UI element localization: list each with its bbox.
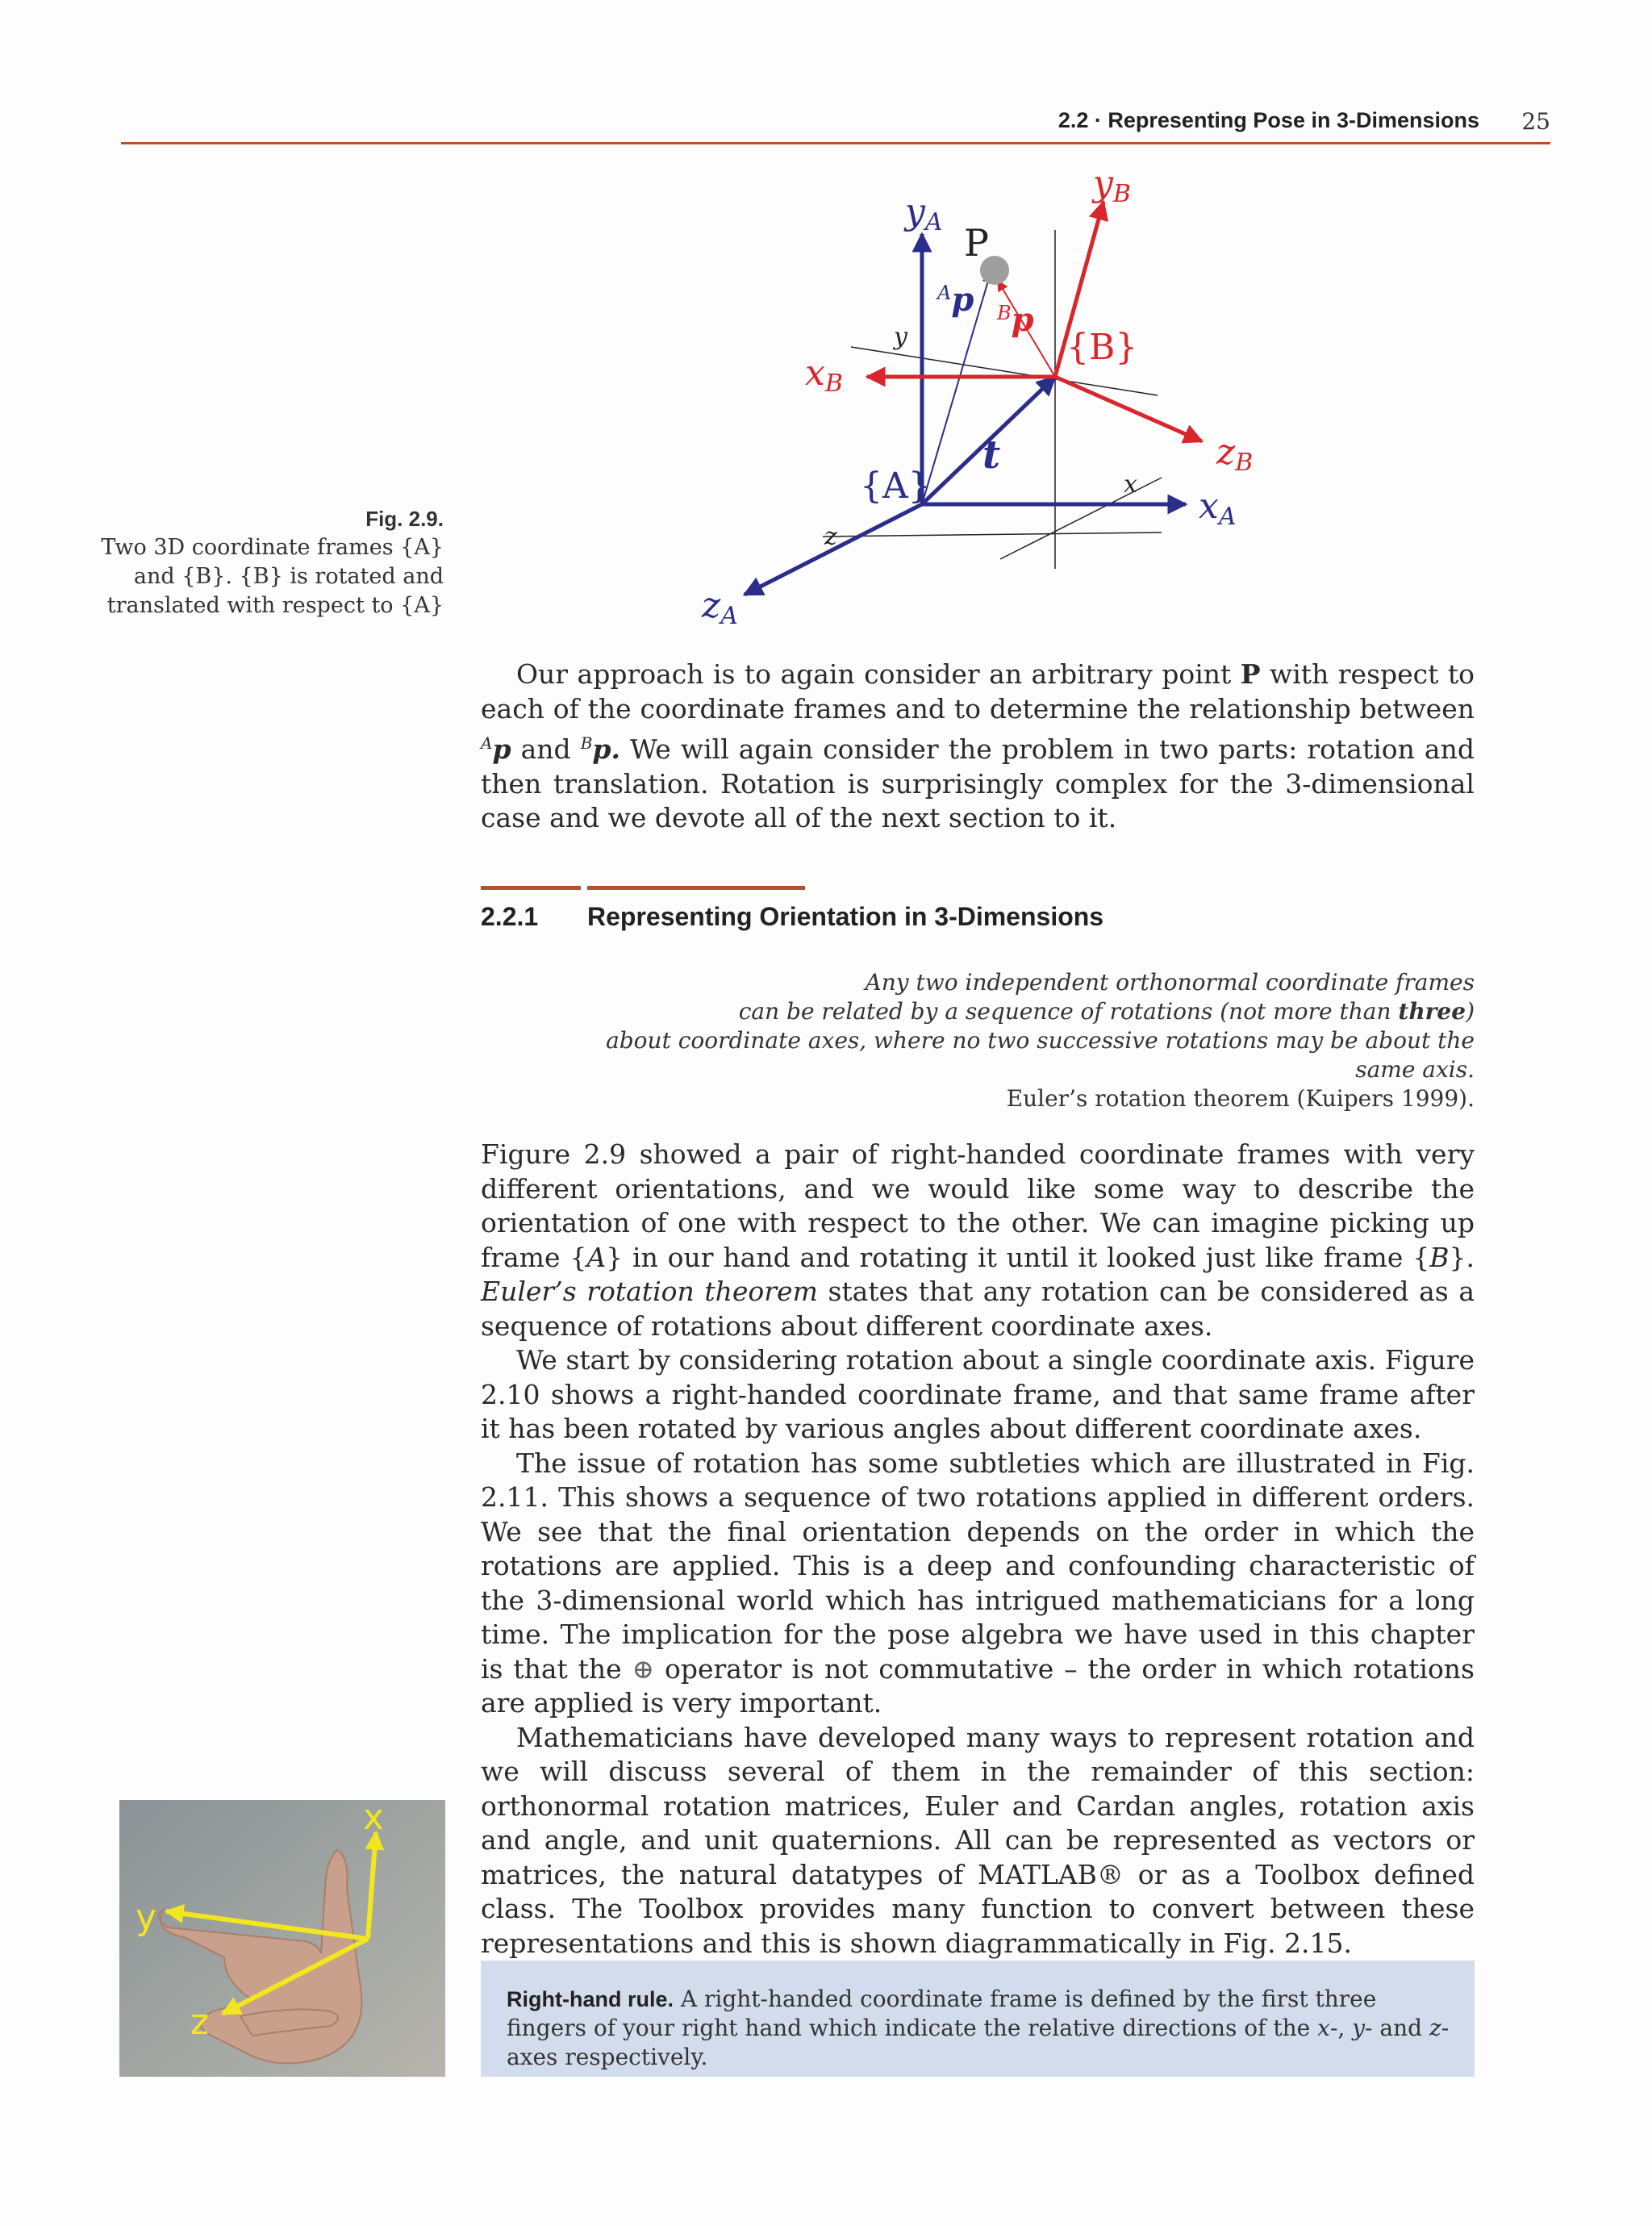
paragraph: The issue of rotation has some subtleties which are illustrated in Fig. 2.11. This shows a sequence of two rotations applied in different orders. We see that the final orientation depends on the order in which the rotations are applied. This is a deep and confounding characteristic of the 3-dimensional world which has intrigued mathematicians for a long time. The implication for the pose algebra we have used in this chapter is that the ⊕ operator is not commutative – the order in which rotations are applied is very important. <box>481 1447 1475 1719</box>
label-proj-y: y <box>894 323 907 351</box>
label-frame-a: {A} <box>860 466 931 507</box>
coordinate-frames-diagram <box>678 165 1291 641</box>
section-number: 2.2.1 <box>481 902 539 931</box>
main-text <box>481 1138 1475 1961</box>
label-z-a: zA <box>702 585 738 630</box>
epigraph-attribution: Euler’s rotation theorem (Kuipers 1999). <box>1006 1085 1475 1112</box>
intro-paragraph: Our approach is to again consider an arbitrary point P with respect to each of the coordinate frames and to determine the relationship between $^A$p and $^B$p. We will again consider the problem in two parts: rotation and then translation. Rotation is surprisingly complex for the 3-dimensional case and we devote all of the next section to it. <box>481 658 1475 833</box>
label-z-b: zB <box>1216 432 1254 477</box>
construction-line <box>823 532 1162 537</box>
right-hand-rule-label: Right-hand rule. <box>507 1987 674 2011</box>
right-hand-rule-box <box>481 1961 1475 2077</box>
header-rule <box>121 142 1550 144</box>
label-y-a: yA <box>905 191 943 236</box>
caption-line: and {B}. {B} is rotated and <box>133 564 444 589</box>
running-header <box>121 105 1550 145</box>
label-x-a: xA <box>1199 486 1237 531</box>
z-b-axis <box>1055 377 1202 441</box>
caption-line: Two 3D coordinate frames {A} <box>101 535 444 560</box>
label-b-p: $^B$p <box>997 301 1034 339</box>
label-proj-x: x <box>1124 470 1137 499</box>
epigraph-line: can be related by a sequence of rotations (not more than three) <box>738 998 1475 1025</box>
epigraph-line: about coordinate axes, where no two successive rotations may be about the same axis. <box>606 1027 1475 1083</box>
hand-label-x: x <box>363 1800 385 1838</box>
caption-line: translated with respect to {A} <box>106 593 444 618</box>
epigraph-line: Any two independent orthonormal coordinate frames <box>865 969 1475 996</box>
hand-label-z: z <box>190 2002 210 2043</box>
label-frame-b: {B} <box>1066 327 1138 368</box>
figure-2-9-caption <box>97 504 444 620</box>
label-proj-z: z <box>824 523 837 551</box>
label-x-b: xB <box>805 353 843 398</box>
paragraph: Figure 2.9 showed a pair of right-handed coordinate frames with very different orientations, and we would like some way to describe the orientation of one with respect to the other. We can imagine picking up frame {A} in our hand and rotating it until it looked just like frame {B}. Euler’s rotation theorem states that any rotation can be considered as a sequence of rotations about different coordinate axes. <box>481 1138 1475 1342</box>
label-point-p: P <box>964 221 989 265</box>
paragraph: Mathematicians have developed many ways to represent rotation and we will discuss several of them in the remainder of this section: orthonormal rotation matrices, Euler and Cardan angles, rotation axis and angle, and unit quaternions. All can be represented as vectors or matrices, the natural datatypes of MATLAB® or as a Toolbox defined class. The Toolbox provides many function to convert between these representations and this is shown diagrammatically in Fig. 2.15. <box>481 1721 1475 1959</box>
header-section-title: 2.2 · Representing Pose in 3-Dimensions <box>1058 108 1479 132</box>
construction-line <box>1000 478 1162 559</box>
hand-label-y: y <box>136 1897 157 1938</box>
label-y-b: yB <box>1093 165 1131 208</box>
figure-2-9-label: Fig. 2.9. <box>365 507 444 531</box>
page-number: 25 <box>1521 108 1550 135</box>
paragraph: We start by considering rotation about a single coordinate axis. Figure 2.10 shows a right-handed coordinate frame, and that same frame after it has been rotated by various angles about different coordinate axes. <box>481 1344 1475 1444</box>
right-hand-rule-text: Right-hand rule. A right-handed coordinate frame is defined by the first three fingers of your right hand which indicate the relative directions of the x-, y- and z-axes respectively. <box>507 1986 1450 2070</box>
section-title: Representing Orientation in 3-Dimensions <box>587 902 1104 931</box>
section-rule <box>587 886 805 890</box>
label-vector-t: t <box>982 432 1001 478</box>
epigraph <box>565 968 1475 1113</box>
right-hand-photo <box>119 1800 445 2077</box>
label-a-p: $^A$p <box>937 281 974 319</box>
frame-b-axes <box>867 202 1202 441</box>
section-rule <box>481 886 581 890</box>
